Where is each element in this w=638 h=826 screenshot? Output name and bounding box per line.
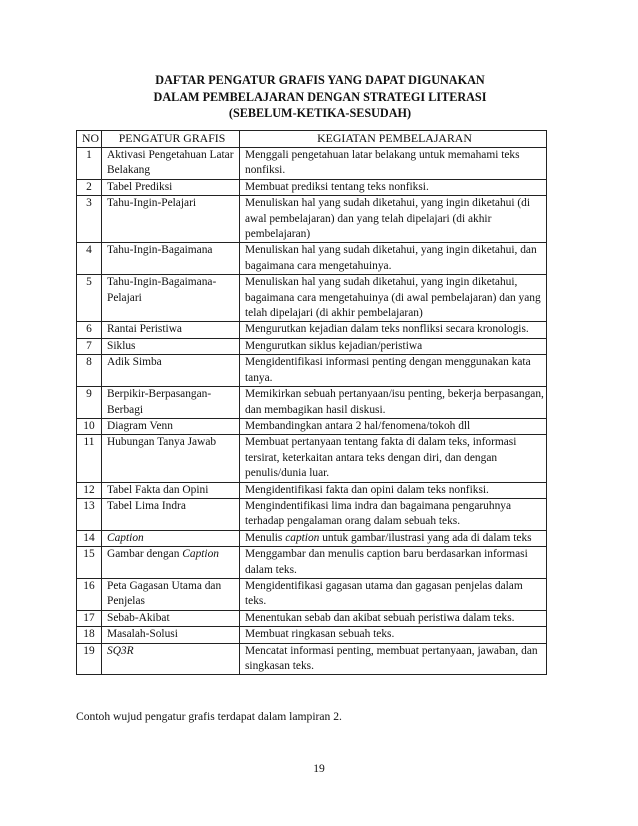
- row-number: 7: [77, 338, 102, 354]
- graphic-organizer-name: SQ3R: [102, 643, 240, 675]
- title-line-1: DAFTAR PENGATUR GRAFIS YANG DAPAT DIGUNAKAN: [155, 73, 485, 87]
- row-number: 6: [77, 322, 102, 338]
- header-learning-activity: KEGIATAN PEMBELAJARAN: [240, 131, 547, 148]
- learning-activity: Menuliskan hal yang sudah diketahui, yang ingin diketahui, bagaimana cara mengetahuinya (di awal pembelajaran) dan yang telah dipelajari (di akhir pembelajaran): [240, 275, 547, 322]
- header-graphic-organizer: PENGATUR GRAFIS: [102, 131, 240, 148]
- learning-activity: Membuat pertanyaan tentang fakta di dalam teks, informasi tersirat, keterkaitan antara teks dengan diri, dan dengan penulis/dunia luar.: [240, 435, 547, 482]
- table-row: [77, 627, 547, 643]
- title-line-2: DALAM PEMBELAJARAN DENGAN STRATEGI LITERASI: [153, 89, 487, 104]
- row-number: 9: [77, 387, 102, 419]
- row-number: 8: [77, 355, 102, 387]
- graphic-organizer-name: Siklus: [102, 338, 240, 354]
- learning-activity: Memikirkan sebuah pertanyaan/isu penting, bekerja berpasangan, dan membagikan hasil diskusi.: [240, 387, 547, 419]
- row-number: 2: [77, 179, 102, 195]
- row-number: 15: [77, 547, 102, 579]
- row-number: 4: [77, 243, 102, 275]
- graphic-organizer-name: Peta Gagasan Utama dan Penjelas: [102, 578, 240, 610]
- row-number: 12: [77, 482, 102, 498]
- learning-activity: Menentukan sebab dan akibat sebuah peristiwa dalam teks.: [240, 610, 547, 626]
- table-row: [77, 275, 547, 322]
- graphic-organizer-name: Tabel Lima Indra: [102, 498, 240, 530]
- learning-activity: Mengurutkan siklus kejadian/peristiwa: [240, 338, 547, 354]
- graphic-organizer-name: Adik Simba: [102, 355, 240, 387]
- table-row: [77, 179, 547, 195]
- table-row: [77, 387, 547, 419]
- graphic-organizer-name: Tahu-Ingin-Pelajari: [102, 196, 240, 243]
- row-number: 19: [77, 643, 102, 675]
- header-no: NO: [77, 131, 102, 148]
- table-row: [77, 482, 547, 498]
- learning-activity: Mengindentifikasi lima indra dan bagaimana pengaruhnya terhadap pengalaman orang dalam sebuah teks.: [240, 498, 547, 530]
- row-number: 3: [77, 196, 102, 243]
- learning-activity: Mengidentifikasi fakta dan opini dalam teks nonfiksi.: [240, 482, 547, 498]
- table-row: [77, 355, 547, 387]
- graphic-organizer-name: Tabel Prediksi: [102, 179, 240, 195]
- row-number: 10: [77, 418, 102, 434]
- row-number: 16: [77, 578, 102, 610]
- row-number: 14: [77, 530, 102, 546]
- table-row: [77, 530, 547, 546]
- table-row: [77, 498, 547, 530]
- learning-activity: Mengidentifikasi informasi penting dengan menggunakan kata tanya.: [240, 355, 547, 387]
- appendix-note: Contoh wujud pengatur grafis terdapat dalam lampiran 2.: [76, 710, 342, 723]
- graphic-name-italic: Caption: [182, 548, 219, 561]
- row-number: 13: [77, 498, 102, 530]
- page-title: [120, 72, 520, 122]
- table-row: [77, 643, 547, 675]
- table-row: [77, 148, 547, 180]
- page-number: 19: [313, 762, 325, 775]
- table-row: [77, 610, 547, 626]
- learning-activity: Mengidentifikasi gagasan utama dan gagasan penjelas dalam teks.: [240, 578, 547, 610]
- graphic-organizer-name: Caption: [102, 530, 240, 546]
- activity-text: Menulis: [245, 531, 286, 544]
- activity-italic-term: caption: [285, 531, 320, 544]
- table-row: [77, 196, 547, 243]
- graphic-organizer-name: Rantai Peristiwa: [102, 322, 240, 338]
- row-number: 18: [77, 627, 102, 643]
- graphic-organizer-name: Sebab-Akibat: [102, 610, 240, 626]
- learning-activity: Membandingkan antara 2 hal/fenomena/tokoh dll: [240, 418, 547, 434]
- graphic-organizer-name: Berpikir-Berpasangan-Berbagi: [102, 387, 240, 419]
- row-number: 11: [77, 435, 102, 482]
- learning-activity: Menuliskan hal yang sudah diketahui, yang ingin diketahui (di awal pembelajaran) dan yang telah dipelajari (di akhir pembelajaran): [240, 196, 547, 243]
- table-row: [77, 338, 547, 354]
- learning-activity: Menuliskan hal yang sudah diketahui, yang ingin diketahui, dan bagaimana cara mengetahuinya.: [240, 243, 547, 275]
- row-number: 17: [77, 610, 102, 626]
- activity-text: untuk gambar/ilustrasi yang ada di dalam teks: [319, 531, 532, 544]
- learning-activity: Mencatat informasi penting, membuat pertanyaan, jawaban, dan singkasan teks.: [240, 643, 547, 675]
- graphic-organizer-name: Tahu-Ingin-Bagaimana: [102, 243, 240, 275]
- graphic-organizer-name: Hubungan Tanya Jawab: [102, 435, 240, 482]
- learning-activity: Membuat prediksi tentang teks nonfiksi.: [240, 179, 547, 195]
- table-header-row: [77, 131, 547, 148]
- graphic-organizer-table: [76, 130, 547, 675]
- learning-activity: [240, 530, 547, 546]
- graphic-organizer-name: Aktivasi Pengetahuan Latar Belakang: [102, 148, 240, 180]
- graphic-name-text: Gambar dengan: [107, 548, 183, 561]
- graphic-organizer-name: [102, 547, 240, 579]
- table-row: [77, 243, 547, 275]
- table-row: [77, 322, 547, 338]
- table-row: [77, 547, 547, 579]
- row-number: 1: [77, 148, 102, 180]
- graphic-organizer-name: Tabel Fakta dan Opini: [102, 482, 240, 498]
- graphic-organizer-name: Diagram Venn: [102, 418, 240, 434]
- learning-activity: Mengurutkan kejadian dalam teks nonfliksi secara kronologis.: [240, 322, 547, 338]
- graphic-organizer-name: Masalah-Solusi: [102, 627, 240, 643]
- learning-activity: Membuat ringkasan sebuah teks.: [240, 627, 547, 643]
- title-line-3: (SEBELUM-KETIKA-SESUDAH): [228, 106, 412, 120]
- learning-activity: Menggali pengetahuan latar belakang untuk memahami teks nonfiksi.: [240, 148, 547, 180]
- row-number: 5: [77, 275, 102, 322]
- table-row: [77, 435, 547, 482]
- table-row: [77, 418, 547, 434]
- table-row: [77, 578, 547, 610]
- learning-activity: Menggambar dan menulis caption baru berdasarkan informasi dalam teks.: [240, 547, 547, 579]
- graphic-organizer-name: Tahu-Ingin-Bagaimana-Pelajari: [102, 275, 240, 322]
